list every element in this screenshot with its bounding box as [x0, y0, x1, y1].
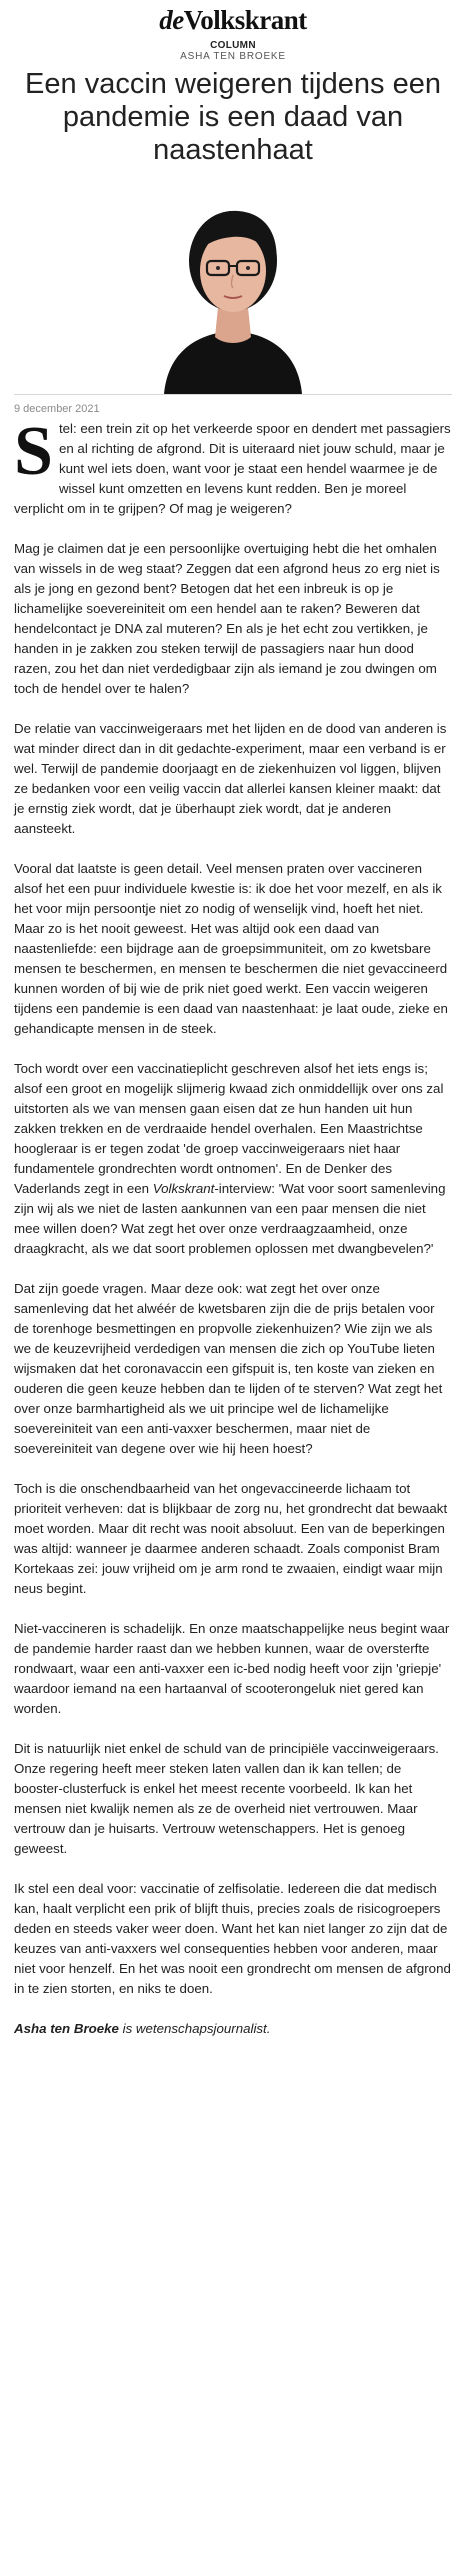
author-portrait	[158, 179, 308, 394]
paragraph-6: Dat zijn goede vragen. Maar deze ook: wat zegt het over onze samenleving dat het alwéér de kwetsbaren zijn die de prijs betalen voor de torenhoge besmettingen en propvolle ziekenhuizen? Wie zijn we als we de keuzevrijheid verdedigen van mensen die zich op YouTube lieten wijsmaken dat het coronavaccin een gifspuit is, ten koste van zieken en ouderen die geen keuze hebben dan te lijden of te sterven? Wat zegt het over onze barmhartigheid als we uit principe wel de lichamelijke soevereiniteit van een anti-vaxxer beschermen, maar niet de soevereiniteit van degene over wie hij heen hoest?	[14, 1281, 443, 1456]
logo-prefix: de	[159, 5, 184, 35]
column-label: COLUMN	[210, 40, 256, 51]
paragraph-5-text-b: -interview: 'Wat voor soort samenleving zijn wij als we niet de lasten aankunnen van een paar mensen die niet mee willen doen? Wat zegt het over onze verdraagzaamheid, onze draagkracht, als we dat soort problemen oplossen met dwangbevelen?'	[14, 1181, 446, 1256]
author-bio-name[interactable]: Asha ten Broeke	[14, 2021, 119, 2036]
paragraph-4: Vooral dat laatste is geen detail. Veel mensen praten over vaccineren alsof het een puur individuele kwestie is: ik doe het voor mezelf, en als ik het voor mijn persoontje niet zo nodig of wenselijk vind, hoeft het niet. Maar zo is het nooit geweest. Het was altijd ook een daad van naastenliefde: een bijdrage aan de groepsimmuniteit, om zo kwetsbare mensen te beschermen, en mensen te beschermen die niet gevaccineerd kunnen worden of bij wie de prik niet goed werkt. Een vaccin weigeren tijdens een pandemie is een daad van naastenhaat: je laat oude, zieke en gehandicapte mensen in de steek.	[14, 861, 448, 1036]
right-eye	[246, 266, 250, 270]
paragraph-10: Ik stel een deal voor: vaccinatie of zelfisolatie. Iedereen die dat medisch kan, haalt verplicht een prik of blijft thuis, precies zoals de risicogroepers deden en steeds vaker weer doen. Want het kan niet langer zo zijn dat de keuzes van anti-vaxxers wel consequenties hebben voor anderen, maar niet voor henzelf. En het was nooit een grondrecht om mensen de afgrond in te zien storten, en niks te doen.	[14, 1881, 451, 1996]
headline: Een vaccin weigeren tijdens een pandemie is een daad van naastenhaat	[25, 68, 441, 166]
article-body	[14, 413, 452, 2039]
dropcap: S	[14, 413, 53, 490]
volkskrant-logo[interactable]	[159, 5, 307, 35]
masthead	[0, 0, 466, 36]
paragraph-1-text: tel: een trein zit op het verkeerde spoor en dendert met passagiers en al richting de afgrond. Dit is uiteraard niet jouw schuld, maar je kunt wel iets doen, want voor je staat een hendel waarmee je de wissel kunt omzetten en levens kunt redden. Ben je moreel verplicht om in te grijpen? Of mag je weigeren?	[14, 421, 451, 516]
paragraph-8: Niet-vaccineren is schadelijk. En onze maatschappelijke neus begint waar de pandemie harder raast dan we hebben kunnen, waar de oversterfte rondwaart, waar een anti-vaxxer een ic-bed nodig heeft voor zijn 'griepje' waardoor iemand na een hartaanval of scooterongeluk niet gered kan worden.	[14, 1621, 450, 1716]
logo-main: Volkskrant	[183, 5, 307, 35]
header-divider	[14, 394, 452, 395]
publish-date: 9 december 2021	[14, 403, 100, 415]
paragraph-2: Mag je claimen dat je een persoonlijke overtuiging hebt die het omhalen van wissels in de weg staat? Zeggen dat een afgrond heus zo erg niet is als je jong en gezond bent? Betogen dat het een inbreuk is op je lichamelijke soevereiniteit om een hendel aan te raken? Beweren dat hendelcontact je DNA zal muteren? En als je het echt zou vertikken, je handen in je zakken zou steken terwijl de passagiers naar hun dood razen, zou het dan niet verdedigbaar zijn als iemand je zou dwingen om toch de hendel over te halen?	[14, 541, 440, 696]
paragraph-5-text-a: Toch wordt over een vaccinatieplicht geschreven alsof het iets engs is; alsof een groot en mogelijk slijmerig kwaad zich onmiddellijk over ons zal uitstorten als we van mensen gaan eisen dat ze hun handen uit hun zakken trekken en de verdraaide hendel overhalen. Een Maastrichtse hoogleraar is er tegen zodat 'de groep vaccinweigeraars niet haar fundamentele grondrechten wordt ontnomen'. En de Denker des Vaderlands zegt in een	[14, 1061, 444, 1196]
portrait-drawing	[158, 179, 308, 394]
paragraph-3: De relatie van vaccinweigeraars met het lijden en de dood van anderen is wat minder direct dan in dit gedachte-experiment, maar een verband is er wel. Terwijl de pandemie doorjaagt en de ziekenhuizen vol liggen, blijven ze bedanken voor een veilig vaccin dat allerlei kansen kleiner maakt: dat je ernstig ziek wordt, dat je überhaupt ziek wordt, dat je anderen aansteekt.	[14, 721, 447, 836]
column-kicker	[0, 40, 466, 62]
author-bio	[14, 2019, 452, 2039]
left-eye	[216, 266, 220, 270]
neck-shape	[215, 307, 251, 343]
paragraph-5-newspaper-name: Volkskrant	[152, 1181, 215, 1196]
paragraph-5	[14, 1059, 452, 1259]
paragraph-9: Dit is natuurlijk niet enkel de schuld van de principiële vaccinweigeraars. Onze regering heeft meer steken laten vallen dan ik kan tellen; de booster-clusterfuck is enkel het meest recente voorbeeld. Ik kan het mensen niet kwalijk nemen als ze de overheid niet vertrouwen. Maar vertrouw dan je huisarts. Vertrouw wetenschappers. Het is genoeg geweest.	[14, 1741, 439, 1856]
paragraph-1	[14, 413, 452, 519]
author-bio-text: is wetenschapsjournalist.	[118, 2021, 271, 2036]
kicker-author[interactable]: ASHA TEN BROEKE	[180, 51, 286, 62]
paragraph-7: Toch is die onschendbaarheid van het ongevaccineerde lichaam tot prioriteit verheven: dat is blijkbaar de zorg nu, het grondrecht dat bewaakt moet worden. Maar dit recht was nooit absoluut. Een van de beperkingen was altijd: wanneer je daarmee anderen schaadt. Zoals componist Bram Kortekaas zei: jouw vrijheid om je arm rond te zwaaien, eindigt waar mijn neus begint.	[14, 1481, 448, 1596]
